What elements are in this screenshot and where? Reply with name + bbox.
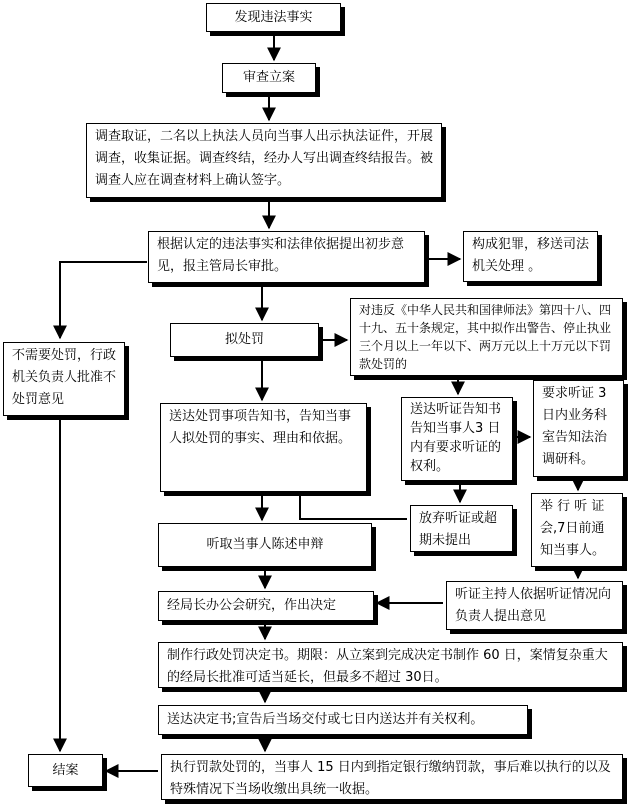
node-no-penalty [3,342,125,416]
node-end-text: 结案 [52,762,79,778]
node-opinion [148,231,425,283]
node-crime-text: 构成犯罪，移送司法机关处理 。 [472,237,590,274]
node-hearing-notice [401,397,513,481]
node-hold-hearing [531,493,623,567]
edge-opinion-nopenalty [60,262,147,338]
node-listen [158,523,372,567]
node-review-text: 审查立案 [242,70,295,85]
node-propose-penalty [170,323,319,357]
node-waive [410,505,513,552]
node-execute [161,754,623,800]
node-lawyer-law-text: 对违反《中华人民共和国律师法》第四十八、四十九、五十条规定，其中拟作出警告、停止执业三个月以上一年以下、两万元以上十万元以下罚款处罚的 [359,303,612,371]
node-hearing-host [446,581,623,630]
node-meeting [158,591,374,621]
node-crime [463,231,598,282]
node-deliver-text: 送达决定书;宣告后当场交付或七日内送达并有关权利。 [167,712,484,727]
node-discover-text: 发现违法事实 [234,9,313,25]
node-hearing-notice-text: 送达听证告知书告知当事人3 日内有要求听证的权利。 [410,402,502,474]
node-end [28,754,103,787]
node-meeting-text: 经局长办公会研究，作出决定 [167,598,337,613]
node-review [222,63,316,93]
node-waive-text: 放弃听证或超期未提出 [419,511,498,548]
node-listen-text: 听取当事人陈述申辩 [206,537,324,552]
node-deliver [158,705,528,735]
node-hearing-request-text: 要求听证 3日内业务科室告知法治调研科。 [542,386,608,467]
node-notify-penalty-text: 送达处罚事项告知书，告知当事人拟处罚的事实、理由和依据。 [169,409,352,446]
node-hearing-request [533,380,624,477]
node-lawyer-law [350,298,623,376]
node-notify-penalty [160,403,367,492]
node-execute-text: 执行罚款处罚的，当事人 15 日内到指定银行缴纳罚款，事后难以执行的以及特殊情况下当场收缴出具统一收据。 [170,760,611,797]
node-hearing-host-text: 听证主持人依据听证情况向负责人提出意见 [455,587,612,624]
node-propose-penalty-text: 拟处罚 [224,332,264,347]
node-decision-doc-text: 制作行政处罚决定书。期限：从立案到完成决定书制作 60 日，案情复杂重大的经局长批准可适当延长，但最多不超过 30日。 [167,648,608,685]
node-investigate-text: 调查取证，二名以上执法人员向当事人出示执法证件，开展调查，收集证据。调查终结，经办人写出调查终结报告。被调查人应在调查材料上确认签字。 [95,129,434,188]
node-decision-doc [158,642,623,688]
node-opinion-text: 根据认定的违法事实和法律依据提出初步意见，报主管局长审批。 [157,237,405,274]
node-investigate [86,123,442,198]
node-hold-hearing-text: 举 行 听 证会,7日前通知当事人。 [540,499,606,558]
node-discover [206,3,341,32]
node-no-penalty-text: 不需要处罚，行政机关负责人批准不处罚意见 [12,348,117,407]
